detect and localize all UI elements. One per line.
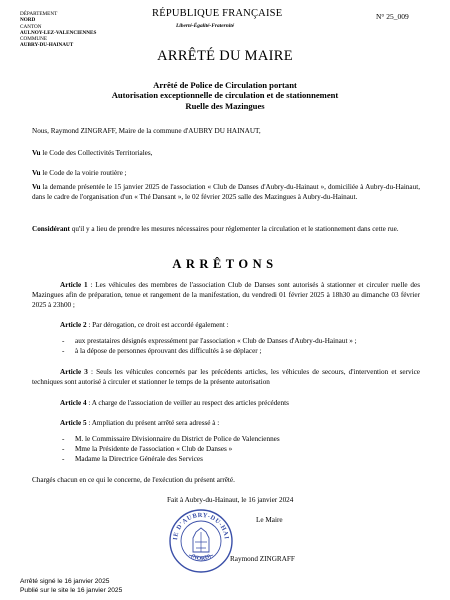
bullet-dash-icon: - <box>62 445 65 454</box>
article-2-list <box>62 336 422 356</box>
vu-label: Vu <box>32 169 41 177</box>
subtitle-line: Arrêté de Police de Circulation portant <box>153 80 297 90</box>
list-item <box>62 434 422 444</box>
article-2 <box>32 320 420 330</box>
list-item <box>62 336 422 346</box>
mairie-seal <box>168 508 234 579</box>
article-label: Article 2 <box>60 321 87 329</box>
article-label: Article 1 <box>60 281 88 289</box>
document-subtitle <box>0 80 450 111</box>
subtitle-line: Ruelle des Mazingues <box>185 100 265 111</box>
bullet-dash-icon: - <box>62 337 65 345</box>
header-line: COMMUNE <box>20 36 48 43</box>
subtitle-line: Autorisation exceptionnelle de circulation et de stationnement <box>111 90 339 101</box>
header-line: AUBRY-DU-HAINAUT <box>20 42 74 49</box>
article-label: Article 4 <box>60 399 87 407</box>
list-item-text: M. le Commissaire Divisionnaire du District de Police de Valenciennes <box>75 435 280 443</box>
article-3 <box>32 367 420 387</box>
article-text: : Seuls les véhicules concernés par les précédents articles, les véhicules de secours, d'intervention et service techniques sont autorisé à circuler et stationner le temps de la présente autorisation <box>32 368 420 387</box>
considerant <box>32 224 420 234</box>
signature-place-date: Fait à Aubry-du-Hainaut, le 16 janvier 2024 <box>167 496 294 504</box>
vu-demande <box>32 182 420 202</box>
vu-label: Vu <box>32 149 41 157</box>
list-item-text: Mme la Présidente de l'association « Club de Danses » <box>75 445 233 454</box>
arretons-heading: ARRÊTONS <box>172 257 278 271</box>
header-line: DÉPARTEMENT <box>20 11 58 17</box>
footer-notes <box>20 577 122 595</box>
bullet-dash-icon: - <box>62 347 65 356</box>
list-item <box>62 346 422 356</box>
signature-name: Raymond ZINGRAFF <box>230 555 295 563</box>
signature-role: Le Maire <box>256 516 283 524</box>
list-item <box>62 444 422 454</box>
svg-text:MAIRIE D'AUBRY-DU-HAINAUT: IE D'AUBRY-DU-HAI <box>171 511 230 541</box>
list-item <box>62 454 422 464</box>
header-line: AULNOY-LEZ-VALENCIENNES <box>20 29 97 36</box>
article-1 <box>32 280 420 311</box>
vu-collectivites <box>32 148 420 158</box>
vu-text: le Code de la voirie routière ; <box>40 169 127 177</box>
list-item-text: Madame la Directrice Générale des Services <box>75 455 203 464</box>
considerant-label: Considérant <box>32 225 70 233</box>
closing-statement: Chargés chacun en ce qui le concerne, de l'exécution du présent arrêté. <box>32 476 235 484</box>
decree-number: N° 25_009 <box>376 12 409 21</box>
article-text: : Par dérogation, ce droit est accordé également : <box>86 321 229 329</box>
vu-text: la demande présentée le 15 janvier 2025 de l'association « Club de Danses d'Aubry-du-Hainaut », domiciliée à Aubry-du-Hainaut, dans le cadre de l'organisation d'un « Thé Dansant », le 02 février 2025 salle des Mazingues à Aubry-du-Hainaut. <box>32 183 420 202</box>
republic-heading: RÉPUBLIQUE FRANÇAISE <box>152 8 283 19</box>
republic-motto: Liberté-Égalité-Fraternité <box>176 23 235 29</box>
article-5 <box>32 418 420 428</box>
header-line: CANTON <box>20 23 42 30</box>
article-text: : A charge de l'association de veiller au respect des articles précédents <box>86 399 289 407</box>
article-4 <box>32 398 420 408</box>
mayor-statement: Nous, Raymond ZINGRAFF, Maire de la commune d'AUBRY DU HAINAUT, <box>32 127 261 135</box>
article-text: : Les véhicules des membres de l'association Club de Danses sont autorisés à stationner et circuler ruelle des Mazingues afin de préparation, tenue et rangement de la manifestation, du vendredi 01 février 2025 à 18h30 au dimanche 03 février 2025 à 23h00 ; <box>32 281 420 310</box>
document-title: ARRÊTÉ DU MAIRE <box>157 48 293 64</box>
considerant-text: qu'il y a lieu de prendre les mesures nécessaires pour réglementer la circulation et le stationnement dans cette rue. <box>69 225 399 233</box>
vu-voirie <box>32 168 420 178</box>
svg-text:(NORD): (NORD) <box>189 553 213 563</box>
footer-signed: Arrêté signé le 16 janvier 2025 <box>20 578 110 585</box>
issuer-block <box>20 11 96 49</box>
article-label: Article 3 <box>60 368 88 376</box>
article-5-list <box>62 434 422 465</box>
bullet-dash-icon: - <box>62 435 65 443</box>
list-item-text: à la dépose de personnes éprouvant des difficultés à se déplacer ; <box>75 347 262 356</box>
list-item-text: aux prestataires désignés expressément par l'association « Club de Danses d'Aubry-du-Hainaut » ; <box>75 337 357 345</box>
footer-published: Publié sur le site le 16 janvier 2025 <box>20 587 123 594</box>
bullet-dash-icon: - <box>62 455 65 464</box>
header-line: NORD <box>20 17 36 24</box>
seal-stamp-icon <box>168 508 234 574</box>
vu-label: Vu <box>32 183 41 191</box>
vu-text: le Code des Collectivités Territoriales, <box>40 149 153 157</box>
article-text: : Ampliation du présent arrêté sera adressé à : <box>86 419 220 427</box>
article-label: Article 5 <box>60 419 87 427</box>
